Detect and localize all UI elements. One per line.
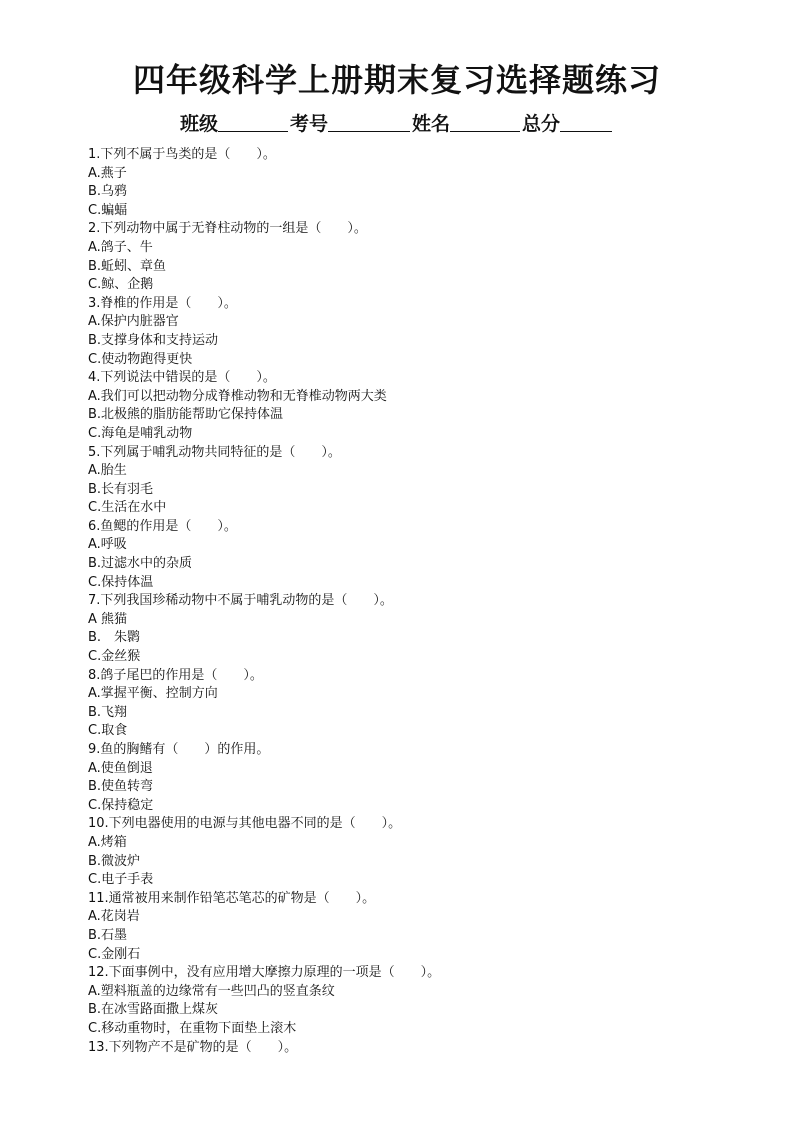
question-block — [88, 1039, 768, 1058]
question-stem: 11.通常被用来制作铅笔芯笔芯的矿物是（ ）。 — [88, 890, 376, 906]
score-blank — [560, 111, 612, 132]
answer-option: A.烤箱 — [88, 834, 127, 850]
answer-option: C.鲸、企鹅 — [88, 277, 154, 293]
name-blank — [450, 111, 520, 132]
question-stem: 3.脊椎的作用是（ ）。 — [88, 295, 237, 311]
answer-option: B.长有羽毛 — [88, 481, 154, 497]
answer-option: A.花岗岩 — [88, 909, 140, 925]
answer-option: C.金丝猴 — [88, 649, 141, 665]
name-label: 姓名 — [412, 113, 451, 135]
question-stem: 2.下列动物中属于无脊柱动物的一组是（ ）。 — [88, 221, 367, 237]
answer-option: B.北极熊的脂肪能帮助它保持体温 — [88, 407, 284, 423]
answer-option: B.蚯蚓、章鱼 — [88, 258, 167, 274]
answer-option: B.石墨 — [88, 927, 128, 943]
class-blank — [218, 111, 288, 132]
answer-option: A.掌握平衡、控制方向 — [88, 686, 218, 702]
answer-option: A.保护内脏器官 — [88, 314, 179, 330]
answer-option: C.生活在水中 — [88, 500, 167, 516]
answer-option: C.保持稳定 — [88, 797, 154, 813]
answer-option: A.燕子 — [88, 165, 127, 181]
answer-option: C.使动物跑得更快 — [88, 351, 193, 367]
exam-number-blank — [328, 111, 410, 132]
question-stem: 9.鱼的胸鳍有（ ）的作用。 — [88, 742, 270, 757]
question-stem: 10.下列电器使用的电源与其他电器不同的是（ ）。 — [88, 816, 402, 832]
question-block — [88, 369, 768, 443]
question-stem: 1.下列不属于鸟类的是（ ）。 — [88, 147, 276, 162]
answer-option: B.飞翔 — [88, 704, 128, 720]
answer-option: B.微波炉 — [88, 853, 141, 869]
question-block — [88, 815, 768, 889]
question-block — [88, 295, 768, 369]
answer-option: A.呼吸 — [88, 537, 127, 553]
question-block — [88, 964, 768, 1038]
question-stem: 6.鱼鳃的作用是（ ）。 — [88, 518, 237, 534]
question-block — [88, 444, 768, 518]
answer-option: C.移动重物时，在重物下面垫上滚木 — [88, 1020, 297, 1036]
answer-option: B.过滤水中的杂质 — [88, 556, 193, 572]
question-block — [88, 220, 768, 294]
answer-option: C.电子手表 — [88, 872, 154, 888]
answer-option: C.金刚石 — [88, 946, 141, 962]
answer-option: A.塑料瓶盖的边缘常有一些凹凸的竖直条纹 — [88, 983, 335, 999]
answer-option: B.乌鸦 — [88, 184, 128, 200]
question-block — [88, 890, 768, 964]
question-stem: 5.下列属于哺乳动物共同特征的是（ ）。 — [88, 444, 341, 460]
answer-option: C.蝙蝠 — [88, 202, 128, 218]
page-title: 四年级科学上册期末复习选择题练习 — [132, 61, 661, 99]
answer-option: C.取食 — [88, 723, 128, 739]
answer-option: B.使鱼转弯 — [88, 779, 154, 795]
answer-option: A.胎生 — [88, 463, 127, 479]
answer-option: B.支撑身体和支持运动 — [88, 332, 219, 348]
question-block — [88, 518, 768, 592]
question-stem: 4.下列说法中错误的是（ ）。 — [88, 370, 276, 386]
question-list — [88, 146, 768, 1057]
question-stem: 8.鸽子尾巴的作用是（ ）。 — [88, 667, 263, 683]
question-block — [88, 741, 768, 815]
question-stem: 7.下列我国珍稀动物中不属于哺乳动物的是（ ）。 — [88, 593, 393, 609]
answer-option: A.使鱼倒退 — [88, 760, 153, 776]
exam-number-label: 考号 — [289, 113, 328, 135]
question-stem: 13.下列物产不是矿物的是（ ）。 — [88, 1039, 298, 1055]
score-label: 总分 — [522, 113, 561, 135]
answer-option: A 熊猫 — [88, 611, 128, 627]
answer-option: A.鸽子、牛 — [88, 239, 153, 255]
question-block — [88, 146, 768, 220]
question-block — [88, 667, 768, 741]
answer-option: C.海龟是哺乳动物 — [88, 425, 193, 441]
answer-option: C.保持体温 — [88, 574, 154, 590]
class-label: 班级 — [179, 113, 218, 135]
question-stem: 12.下面事例中，没有应用增大摩擦力原理的一项是（ ）。 — [88, 965, 441, 981]
question-block — [88, 592, 768, 666]
answer-option: B. 朱鹮 — [88, 630, 141, 646]
answer-option: A.我们可以把动物分成脊椎动物和无脊椎动物两大类 — [88, 388, 387, 404]
answer-option: B.在冰雪路面撒上煤灰 — [88, 1002, 219, 1018]
student-info-line — [0, 110, 794, 138]
